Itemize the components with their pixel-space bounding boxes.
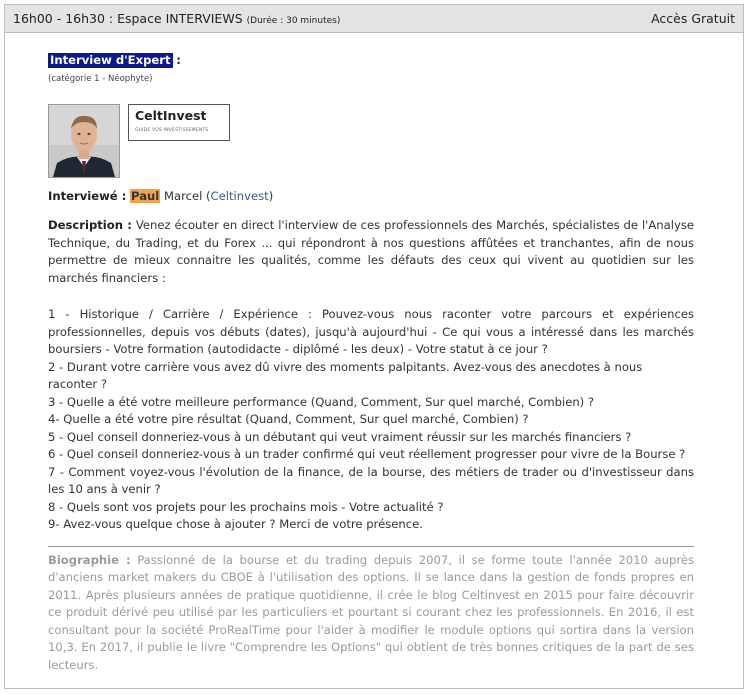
company-logo-name: CeltInvest — [135, 107, 207, 123]
interview-heading-colon: : — [176, 53, 181, 67]
question-item: 6 - Quel conseil donneriez-vous à un trader confirmé qui veut réellement progresser pour vivre de la Bourse ? — [48, 447, 686, 461]
biography-label: Biographie : — [48, 552, 131, 567]
interviewee-company-link[interactable]: Celtinvest — [210, 188, 269, 203]
question-item: 9- Avez-vous quelque chose à ajouter ? Merci de votre présence. — [48, 517, 423, 531]
question-item: 8 - Quels sont vos projets pour les prochains mois - Votre actualité ? — [48, 499, 444, 514]
biography-paragraph — [48, 546, 694, 675]
interviewee-label: Interviewé : — [48, 188, 127, 203]
question-item: 5 - Quel conseil donneriez-vous à un débutant qui veut vraiment réussir sur les marchés financiers ? — [48, 429, 632, 444]
access-label: Accès Gratuit — [651, 11, 735, 26]
question-item: 4- Quelle a été votre pire résultat (Quand, Comment, Sur quel marché, Combien) ? — [48, 412, 529, 426]
interviewee-line: Interviewé : Paul Marcel (Celtinvest) — [48, 188, 274, 203]
description-label: Description : — [48, 218, 132, 232]
panel-header — [5, 5, 743, 33]
question-item: 1 - Historique / Carrière / Expérience : Pouvez-vous nous raconter votre parcours et expériences professionnelles, depuis vos débuts (dates), jusqu'à aujourd'hui - Ce qui vous a intéressé dans les marchés boursiers - Votre formation (autodidacte - diplômé - les deux) - Votre statut à ce jour ? — [48, 307, 694, 356]
interviewee-first-name: Paul — [131, 188, 160, 203]
question-item: 2 - Durant votre carrière vous avez dû vivre des moments palpitants. Avez-vous des anecdotes à nous raconter ? — [48, 359, 643, 391]
interview-category: (catégorie 1 - Néophyte) — [48, 73, 153, 84]
description-paragraph — [48, 217, 694, 287]
session-time-title: 16h00 - 16h30 : Espace INTERVIEWS — [13, 11, 243, 26]
question-list — [48, 306, 694, 534]
session-title — [13, 11, 340, 26]
interview-heading — [48, 52, 694, 70]
description-text: Venez écouter en direct l'interview de ces professionnels des Marchés, spécialistes de l'Analyse Technique, du Trading, et du Forex ... qui répondront à nos questions affûtées et tranchantes, afin de nous permettre de mieux connaitre les qualités, comme les défauts des ceux qui vivent au quotidien sur les marchés financiers : — [48, 218, 694, 285]
biography-text: Passionné de la bourse et du trading depuis 2007, il se forme toute l'année 2010 auprès d'anciens market makers du CBOE à l'utilisation des options. Il se lance dans la gestion de fonds propres en 2011. Après plusieurs années de pratique quotidienne, il crée le blog Celtinvest en 2015 pour faire découvrir ce produit dérivé peu utilisé par les particuliers et pourtant si courant chez les professionnels. En 2016, il est consultant pour la société ProRealTime pour l'aider à modifier le module options qui sortira dans la version 10,3. En 2017, il publie le livre "Comprendre les Options" qui obtient de très bonnes critiques de la part de ses lecteurs. — [48, 552, 694, 672]
interviewee-last-name: Marcel — [163, 188, 203, 203]
company-logo — [128, 104, 230, 141]
question-item: 3 - Quelle a été votre meilleure performance (Quand, Comment, Sur quel marché, Combien) ? — [48, 394, 595, 409]
question-item: 7 - Comment voyez-vous l'évolution de la finance, de la bourse, des métiers de trader ou d'investisseur dans les 10 ans à venir ? — [48, 464, 694, 496]
expert-photo — [48, 104, 120, 178]
company-logo-tagline: GUIDE VOS INVESTISSEMENTS — [135, 127, 209, 133]
panel-content — [48, 52, 694, 674]
expert-media — [48, 104, 694, 178]
interview-type-badge: Interview d'Expert — [50, 53, 171, 67]
session-duration: (Durée : 30 minutes) — [246, 16, 341, 26]
portrait-image — [49, 105, 119, 177]
